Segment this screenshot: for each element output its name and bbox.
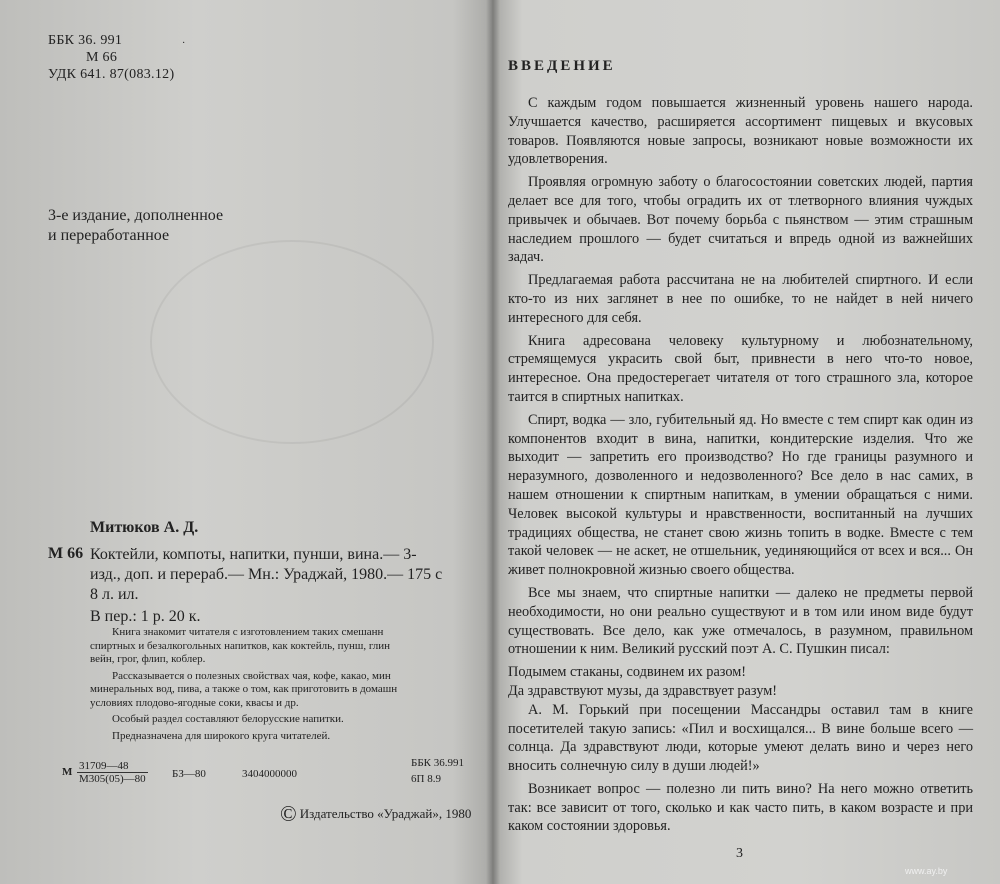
- faint-ornament: [150, 240, 434, 444]
- author-name: Митюков А. Д.: [90, 519, 199, 536]
- imprint-letter: М: [62, 766, 73, 778]
- abstract-line: Книга знакомит читателя с изготовлением таких смешанн спиртных и безалкогольных напитков, как коктейль, пунш, глин вейн, грог, флип, коблер.: [90, 626, 391, 665]
- abstract-line: Предназначена для широкого круга читателей.: [112, 729, 331, 742]
- copyright-text: Издательство «Ураджай», 1980: [299, 806, 472, 821]
- edition-line: 3-е издание, дополненное: [48, 207, 224, 224]
- bbk-code: ББК 36. 991: [48, 33, 123, 48]
- chapter-heading: ВВЕДЕНИЕ: [508, 58, 616, 74]
- paragraph: Книга адресована человеку культурному и любознательному, стремящемуся украсить свой быт, привнести в него что-то новое, интересное. Она предостерегает читателя от того страшного зла, которое таится в спиртных напитках.: [508, 332, 973, 405]
- imprint-plan-code: БЗ—80: [172, 768, 206, 780]
- paragraph: Спирт, водка — зло, губительный яд. Но вместе с тем спирт как один из компонентов входит в вина, напитки, кондитерские изделия. Что же выходит — запретить его производство? Но где границы разумного и неразумного, дозволенного и недозволенного? Все дело в нас самих, в нашем отношении к спиртным напиткам, в умении обращаться с ними. Человек высокой культуры и нравственности, воспитанный на лучших традициях общества, не станет свою жизнь топить в водке. Вместе с тем такой человек — не аскет, не отшельник, уединяющийся от всех и вся... Он живет полнокровной жизнью своего общества.: [508, 411, 973, 579]
- description-line: Коктейли, компоты, напитки, пунши, вина.— 3-: [90, 546, 417, 563]
- price: В пер.: 1 р. 20 к.: [90, 608, 201, 625]
- classification-codes: [48, 32, 174, 83]
- imprint-fraction: [77, 760, 148, 785]
- description-line: 8 л. ил.: [90, 586, 139, 603]
- copyright-icon: ©: [280, 801, 297, 826]
- imprint-denominator: М305(05)—80: [79, 773, 146, 785]
- site-watermark: www.ay.by: [905, 866, 948, 876]
- abstract: [90, 626, 492, 746]
- edition-note: [48, 206, 223, 246]
- copyright-line: [280, 801, 471, 827]
- description-line: изд., доп. и перераб.— Мн.: Ураджай, 1980.— 175 с: [90, 566, 443, 583]
- imprint-numerator: 31709—48: [77, 760, 148, 773]
- paragraph: Проявляя огромную заботу о благосостоянии советских людей, партия делает все для того, чтобы оградить их от тлетворного влияния чуждых привычек и обычаев. Вот почему борьба с пьянством — этим страшным наследием прошлого — будет считаться и впредь одной из важнейших задач.: [508, 174, 973, 266]
- page-number: 3: [736, 846, 743, 861]
- abstract-line: Особый раздел составляют белорусские напитки.: [112, 713, 344, 725]
- paragraph: Все мы знаем, что спиртные напитки — далеко не предметы первой необходимости, но они реально существуют и в том или ином виде будут существовать. Все дело, как уже отмечалось, в разумном, правильном отношении к ним. Великий русский поэт А. С. Пушкин писал:: [508, 584, 973, 658]
- author-mark: М 66: [86, 50, 118, 65]
- udk-code: УДК 641. 87(083.12): [48, 67, 175, 82]
- catalog-code: М 66: [48, 545, 84, 562]
- imprint-number: 3404000000: [242, 768, 297, 780]
- bbk-bottom-line: ББК 36.991: [411, 757, 464, 769]
- edition-line: и переработанное: [48, 227, 170, 244]
- book-gutter: [486, 0, 500, 884]
- quote-line: Да здравствуют музы, да здравствует разум!: [508, 682, 778, 699]
- left-page: [0, 0, 492, 884]
- dot-mark: ·: [182, 38, 186, 49]
- quote-line: Подымем стаканы, содвинем их разом!: [508, 664, 747, 681]
- paragraph: А. М. Горький при посещении Массандры оставил там в книге посетителей такую запись: «Пил и восхищался... В вине больше всего — солнца. Да здравствуют люди, которые умеют делать вино и через него вносить солнечную силу в души людей!»: [508, 701, 973, 775]
- abstract-line: Рассказывается о полезных свойствах чая, кофе, какао, мин минеральных вод, пива, а также о том, как приготовить в домашн условиях плодово-ягодные соки, квасы и др.: [90, 669, 398, 709]
- paragraph: Предлагаемая работа рассчитана не на любителей спиртного. И если кто-то из них заглянет в нее по ошибке, то не найдет в ней ничего интересного для себя.: [508, 272, 973, 326]
- bbk-bottom-line: 6П 8.9: [411, 773, 441, 785]
- bbk-bottom: [411, 755, 464, 787]
- introduction-text: [508, 94, 973, 840]
- bibliographic-description: [90, 545, 492, 627]
- paragraph: Возникает вопрос — полезно ли пить вино? На него можно ответить так: все зависит от того, сколько и как часто пить, в каком возрасте и при каком состоянии здоровья.: [508, 780, 973, 835]
- paragraph: С каждым годом повышается жизненный уровень нашего народа. Улучшается качество, расширяется ассортимент пищевых и вкусовых товаров. Появляются новые запросы, возникают новые возможности их удовлетворения.: [508, 95, 973, 168]
